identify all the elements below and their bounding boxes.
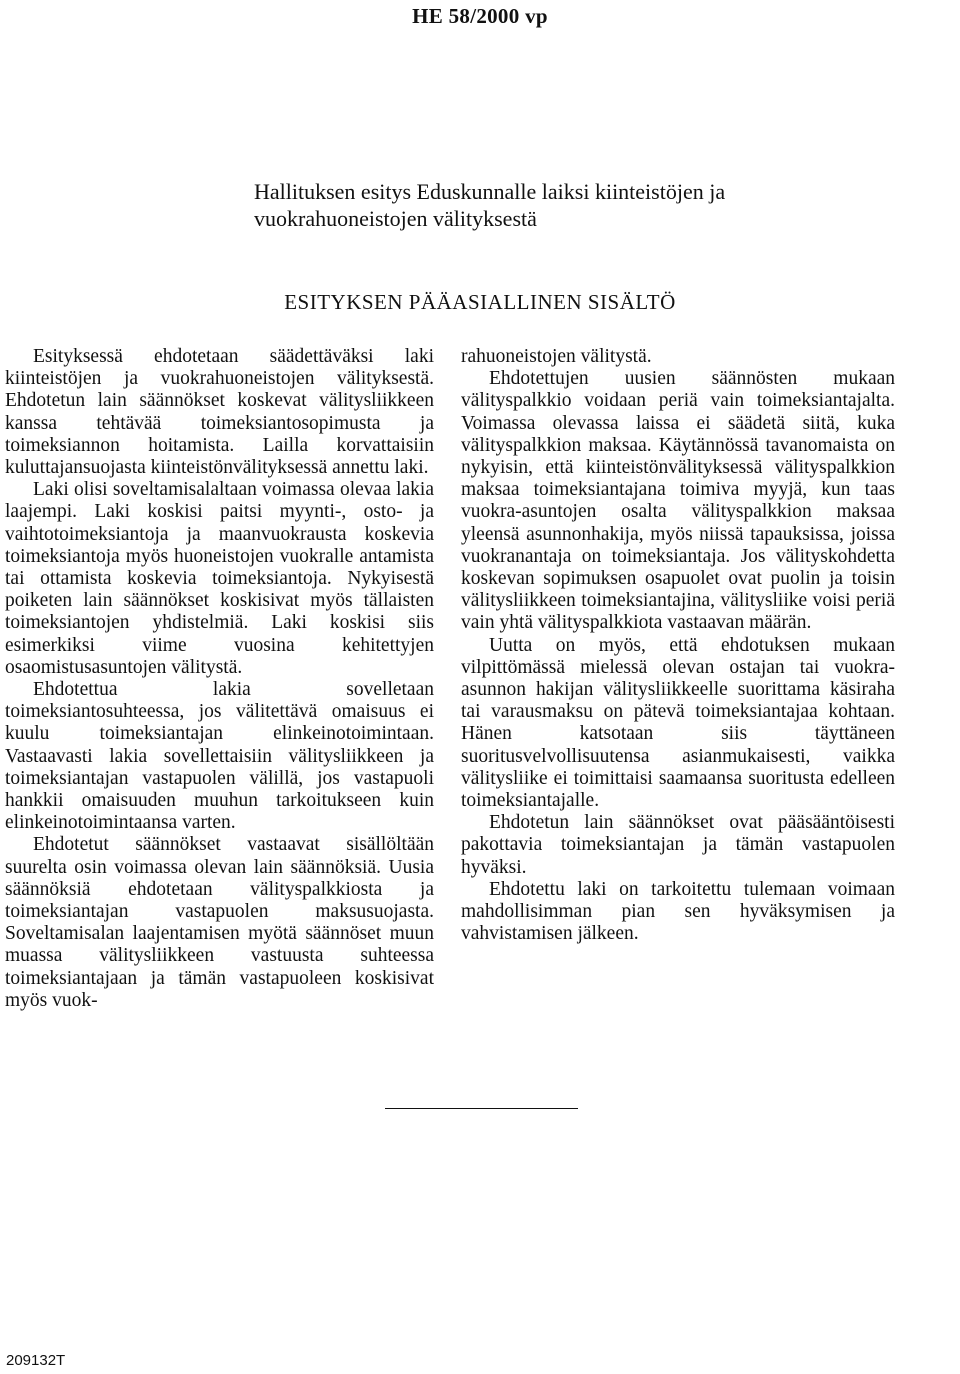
paragraph: Ehdotettua lakia sovelletaan toimeksiantosuhteessa, jos välitettävä omaisuus ei kuulu toimeksiantajan elinkeinotoimintaan. Vastaavasti lakia sovellettaisiin välitysliikkeen ja toimeksiantajan vastapuolen välillä, jos vastapuoli hankkii omaisuuden muuhun tarkoitukseen kuin elinkeinotoimintaansa varten. (5, 679, 434, 834)
paragraph: Laki olisi soveltamisalaltaan voimassa olevaa lakia laajempi. Laki koskisi paitsi myynti-, osto- ja vaihtotoimeksiantoja ja maanvuokrausta koskevia toimeksiantoja myös huoneistojen vuokralle antamista tai ottamista koskevia toimeksiantoja. Nykyisestä poiketen lain säännökset koskisivat myös tällaisten toimeksiantojen yhdistelmiä. Laki koskisi siis esimerkiksi viime vuosina kehitettyjen osaomistusasuntojen välitystä. (5, 479, 434, 678)
paragraph: Ehdotettu laki on tarkoitettu tulemaan voimaan mahdollisimman pian sen hyväksymisen ja vahvistamisen jälkeen. (461, 878, 895, 945)
document-title: Hallituksen esitys Eduskunnalle laiksi kiinteistöjen ja vuokrahuoneistojen välityksestä (254, 179, 726, 231)
right-column (461, 346, 895, 945)
print-code: 209132T (6, 1352, 66, 1369)
paragraph: Esityksessä ehdotetaan säädettäväksi laki kiinteistöjen ja vuokrahuoneistojen välityksestä. Ehdotetun lain säännökset koskevat välitysliikkeen kanssa tehtävää toimeksiantosopimusta ja toimeksiannon hoitamista. Lailla korvattaisiin kuluttajansuojasta kiinteistönvälityksessä annettu laki. (5, 346, 434, 479)
section-heading: ESITYKSEN PÄÄASIALLINEN SISÄLTÖ (284, 290, 676, 314)
paragraph: Ehdotetut säännökset vastaavat sisällöltään suurelta osin voimassa olevan lain säännöksiä. Uusia säännöksiä ehdotetaan välityspalkkiosta ja toimeksiantajan vastapuolen maksusuojasta. Soveltamisalan laajentamisen myötä säännöset muun muassa välitysliikkeen vastuusta suhteessa toimeksiantajaan ja tämän vastapuoleen koskisivat myös vuok- (5, 834, 434, 1011)
document-id-header: HE 58/2000 vp (412, 4, 548, 28)
left-column (5, 346, 434, 1012)
paragraph: Uutta on myös, että ehdotuksen mukaan vilpittömässä mielessä olevan ostajan tai vuokra-asunnon hakijan välitysliikkeelle suorittama käsiraha tai varausmaksu on pätevä toimeksiantajaa kohtaan. Hänen katsotaan siis täyttäneen suoritusvelvollisuutensa asianmukaisesti, vaikka välitysliike ei toimittaisi saamaansa suoritusta edelleen toimeksiantajalle. (461, 634, 895, 812)
end-divider (385, 1108, 578, 1109)
paragraph: Ehdotetun lain säännökset ovat pääsääntöisesti pakottavia toimeksiantajan ja tämän vastapuolen hyväksi. (461, 812, 895, 878)
paragraph: Ehdotettujen uusien säännösten mukaan välityspalkkio voidaan periä vain toimeksiantajalta. Voimassa olevassa laissa ei säädetä siitä, kuka välityspalkkion maksaa. Käytännössä tavanomaista on nykyisin, että kiinteistönvälityksessä välityspalkkion maksaa toimeksiantajana toimiva myyjä, kun taas vuokra-asuntojen osalta välityspalkkion maksaa yleensä asunnonhakija, myös niissä tapauksissa, joissa vuokranantaja on toimeksiantaja. Jos välityskohdetta koskevan sopimuksen osapuolet ovat puolin ja toisin välitysliikkeen toimeksiantajina, välitysliike voisi periä vain yhtä välityspalkkiota vastaavan määrän. (461, 368, 895, 634)
paragraph-continuation: rahuoneistojen välitystä. (461, 346, 652, 367)
